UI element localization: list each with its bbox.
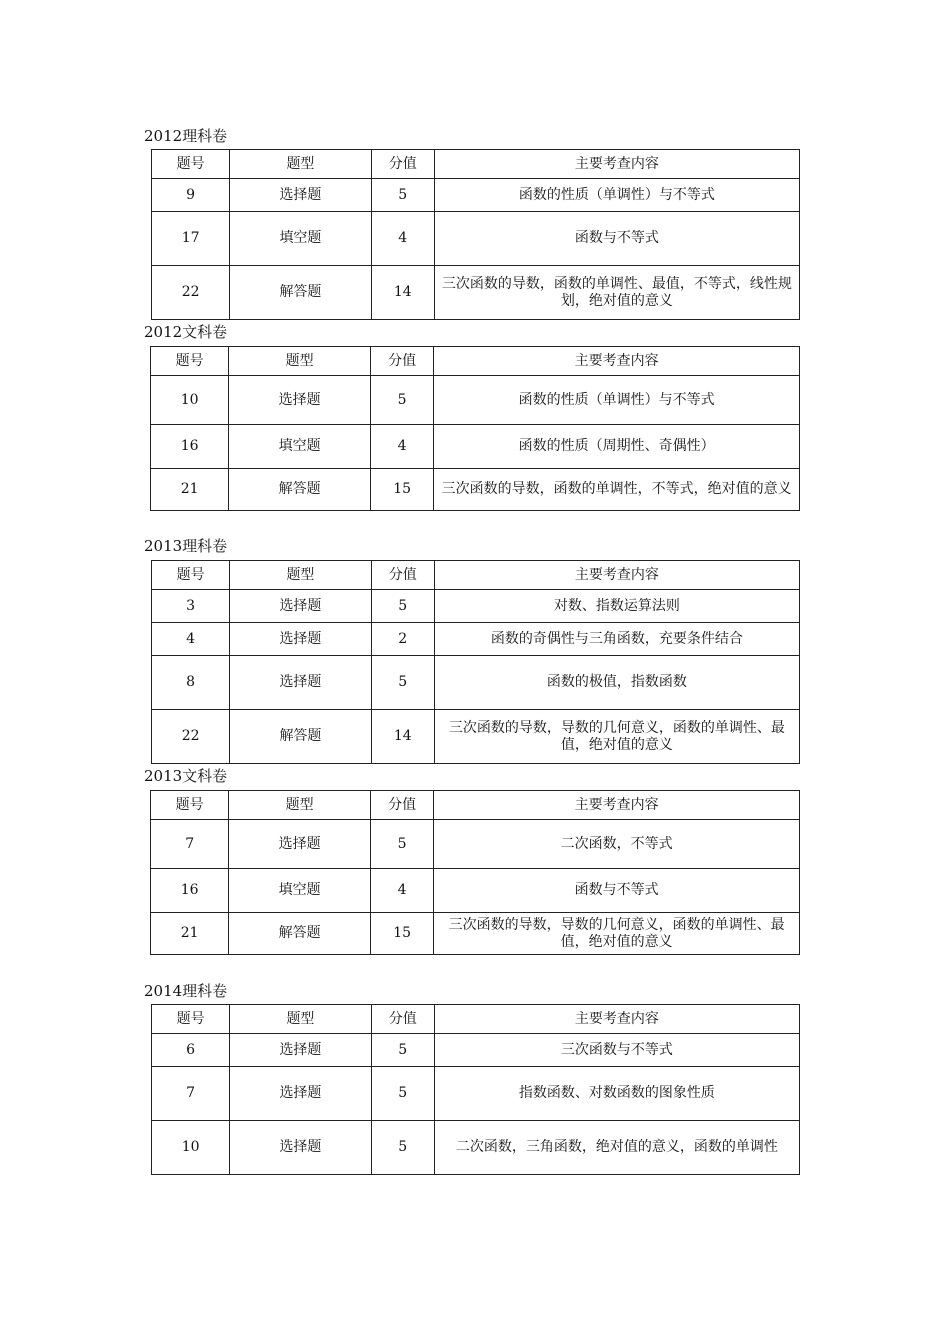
cell-num: 9 (152, 179, 230, 212)
section-title-2012-arts: 2012文科卷 (144, 323, 228, 341)
table-header-row (152, 561, 800, 590)
cell-type: 选择题 (230, 1121, 371, 1175)
cell-type: 填空题 (229, 425, 371, 469)
table-row (151, 820, 800, 869)
cell-score: 15 (371, 469, 434, 511)
cell-content: 二次函数，不等式 (434, 820, 800, 869)
cell-type: 选择题 (230, 1034, 371, 1067)
cell-type: 选择题 (230, 179, 371, 212)
cell-score: 5 (371, 376, 434, 425)
table-row (151, 913, 800, 955)
cell-content: 三次函数与不等式 (434, 1034, 799, 1067)
cell-num: 21 (151, 913, 229, 955)
header-content: 主要考查内容 (434, 791, 800, 820)
section-title-2013-arts: 2013文科卷 (144, 767, 228, 785)
cell-num: 16 (151, 425, 229, 469)
cell-score: 5 (371, 1034, 434, 1067)
cell-content: 二次函数，三角函数，绝对值的意义，函数的单调性 (434, 1121, 799, 1175)
cell-score: 4 (371, 425, 434, 469)
cell-score: 15 (371, 913, 434, 955)
cell-content: 函数与不等式 (434, 869, 800, 913)
table-row (152, 1067, 800, 1121)
header-content: 主要考查内容 (434, 347, 800, 376)
cell-type: 解答题 (230, 266, 371, 320)
table-row (152, 266, 800, 320)
cell-score: 5 (371, 1121, 434, 1175)
header-type: 题型 (230, 561, 371, 590)
exam-table-2012-science (151, 149, 800, 320)
cell-num: 3 (152, 590, 230, 623)
cell-content: 函数的性质（单调性）与不等式 (434, 376, 800, 425)
cell-type: 解答题 (230, 710, 371, 764)
cell-score: 5 (371, 656, 434, 710)
cell-num: 10 (151, 376, 229, 425)
section-title-2014-science: 2014理科卷 (144, 982, 228, 1000)
cell-num: 7 (152, 1067, 230, 1121)
cell-type: 填空题 (229, 869, 371, 913)
table-row (152, 1034, 800, 1067)
header-num: 题号 (151, 347, 229, 376)
table-row (152, 710, 800, 764)
table-row (151, 425, 800, 469)
exam-table-2014-science (151, 1004, 800, 1175)
header-score: 分值 (371, 791, 434, 820)
header-type: 题型 (230, 150, 371, 179)
cell-score: 5 (371, 1067, 434, 1121)
cell-type: 选择题 (230, 1067, 371, 1121)
section-title-2013-science: 2013理科卷 (144, 537, 228, 555)
cell-score: 4 (371, 212, 434, 266)
cell-type: 填空题 (230, 212, 371, 266)
cell-content: 函数与不等式 (434, 212, 799, 266)
header-num: 题号 (152, 150, 230, 179)
cell-content: 三次函数的导数，函数的单调性，不等式，绝对值的意义 (434, 469, 800, 511)
cell-num: 8 (152, 656, 230, 710)
cell-type: 选择题 (230, 623, 371, 656)
table-row (152, 656, 800, 710)
cell-num: 16 (151, 869, 229, 913)
exam-table-2013-science (151, 560, 800, 764)
cell-num: 6 (152, 1034, 230, 1067)
cell-content: 三次函数的导数，导数的几何意义，函数的单调性、最值，绝对值的意义 (434, 913, 800, 955)
cell-content: 函数的性质（单调性）与不等式 (434, 179, 799, 212)
cell-type: 解答题 (229, 469, 371, 511)
cell-type: 解答题 (229, 913, 371, 955)
header-score: 分值 (371, 1005, 434, 1034)
cell-num: 10 (152, 1121, 230, 1175)
table-row (152, 179, 800, 212)
header-num: 题号 (151, 791, 229, 820)
table-header-row (152, 1005, 800, 1034)
table-row (151, 469, 800, 511)
cell-num: 22 (152, 710, 230, 764)
cell-score: 5 (371, 590, 434, 623)
cell-type: 选择题 (230, 656, 371, 710)
header-type: 题型 (229, 347, 371, 376)
cell-content: 函数的性质（周期性、奇偶性） (434, 425, 800, 469)
table-header-row (152, 150, 800, 179)
cell-num: 4 (152, 623, 230, 656)
exam-table-2012-arts (150, 346, 800, 511)
cell-type: 选择题 (229, 376, 371, 425)
cell-score: 4 (371, 869, 434, 913)
cell-type: 选择题 (229, 820, 371, 869)
table-header-row (151, 791, 800, 820)
header-num: 题号 (152, 561, 230, 590)
header-score: 分值 (371, 561, 434, 590)
cell-num: 17 (152, 212, 230, 266)
cell-num: 22 (152, 266, 230, 320)
cell-content: 对数、指数运算法则 (434, 590, 799, 623)
table-row (151, 376, 800, 425)
table-row (152, 590, 800, 623)
cell-content: 三次函数的导数，导数的几何意义，函数的单调性、最值，绝对值的意义 (434, 710, 799, 764)
header-content: 主要考查内容 (434, 1005, 799, 1034)
exam-table-2013-arts (150, 790, 800, 955)
cell-num: 7 (151, 820, 229, 869)
header-type: 题型 (230, 1005, 371, 1034)
header-num: 题号 (152, 1005, 230, 1034)
cell-type: 选择题 (230, 590, 371, 623)
header-content: 主要考查内容 (434, 561, 799, 590)
cell-content: 函数的奇偶性与三角函数，充要条件结合 (434, 623, 799, 656)
cell-score: 5 (371, 820, 434, 869)
cell-content: 函数的极值，指数函数 (434, 656, 799, 710)
cell-score: 14 (371, 266, 434, 320)
header-content: 主要考查内容 (434, 150, 799, 179)
section-title-2012-science: 2012理科卷 (144, 127, 228, 145)
header-type: 题型 (229, 791, 371, 820)
table-row (152, 212, 800, 266)
header-score: 分值 (371, 347, 434, 376)
table-row (152, 623, 800, 656)
table-row (151, 869, 800, 913)
cell-content: 指数函数、对数函数的图象性质 (434, 1067, 799, 1121)
cell-score: 5 (371, 179, 434, 212)
cell-content: 三次函数的导数，函数的单调性、最值，不等式，线性规划，绝对值的意义 (434, 266, 799, 320)
cell-score: 14 (371, 710, 434, 764)
table-row (152, 1121, 800, 1175)
header-score: 分值 (371, 150, 434, 179)
cell-num: 21 (151, 469, 229, 511)
cell-score: 2 (371, 623, 434, 656)
table-header-row (151, 347, 800, 376)
